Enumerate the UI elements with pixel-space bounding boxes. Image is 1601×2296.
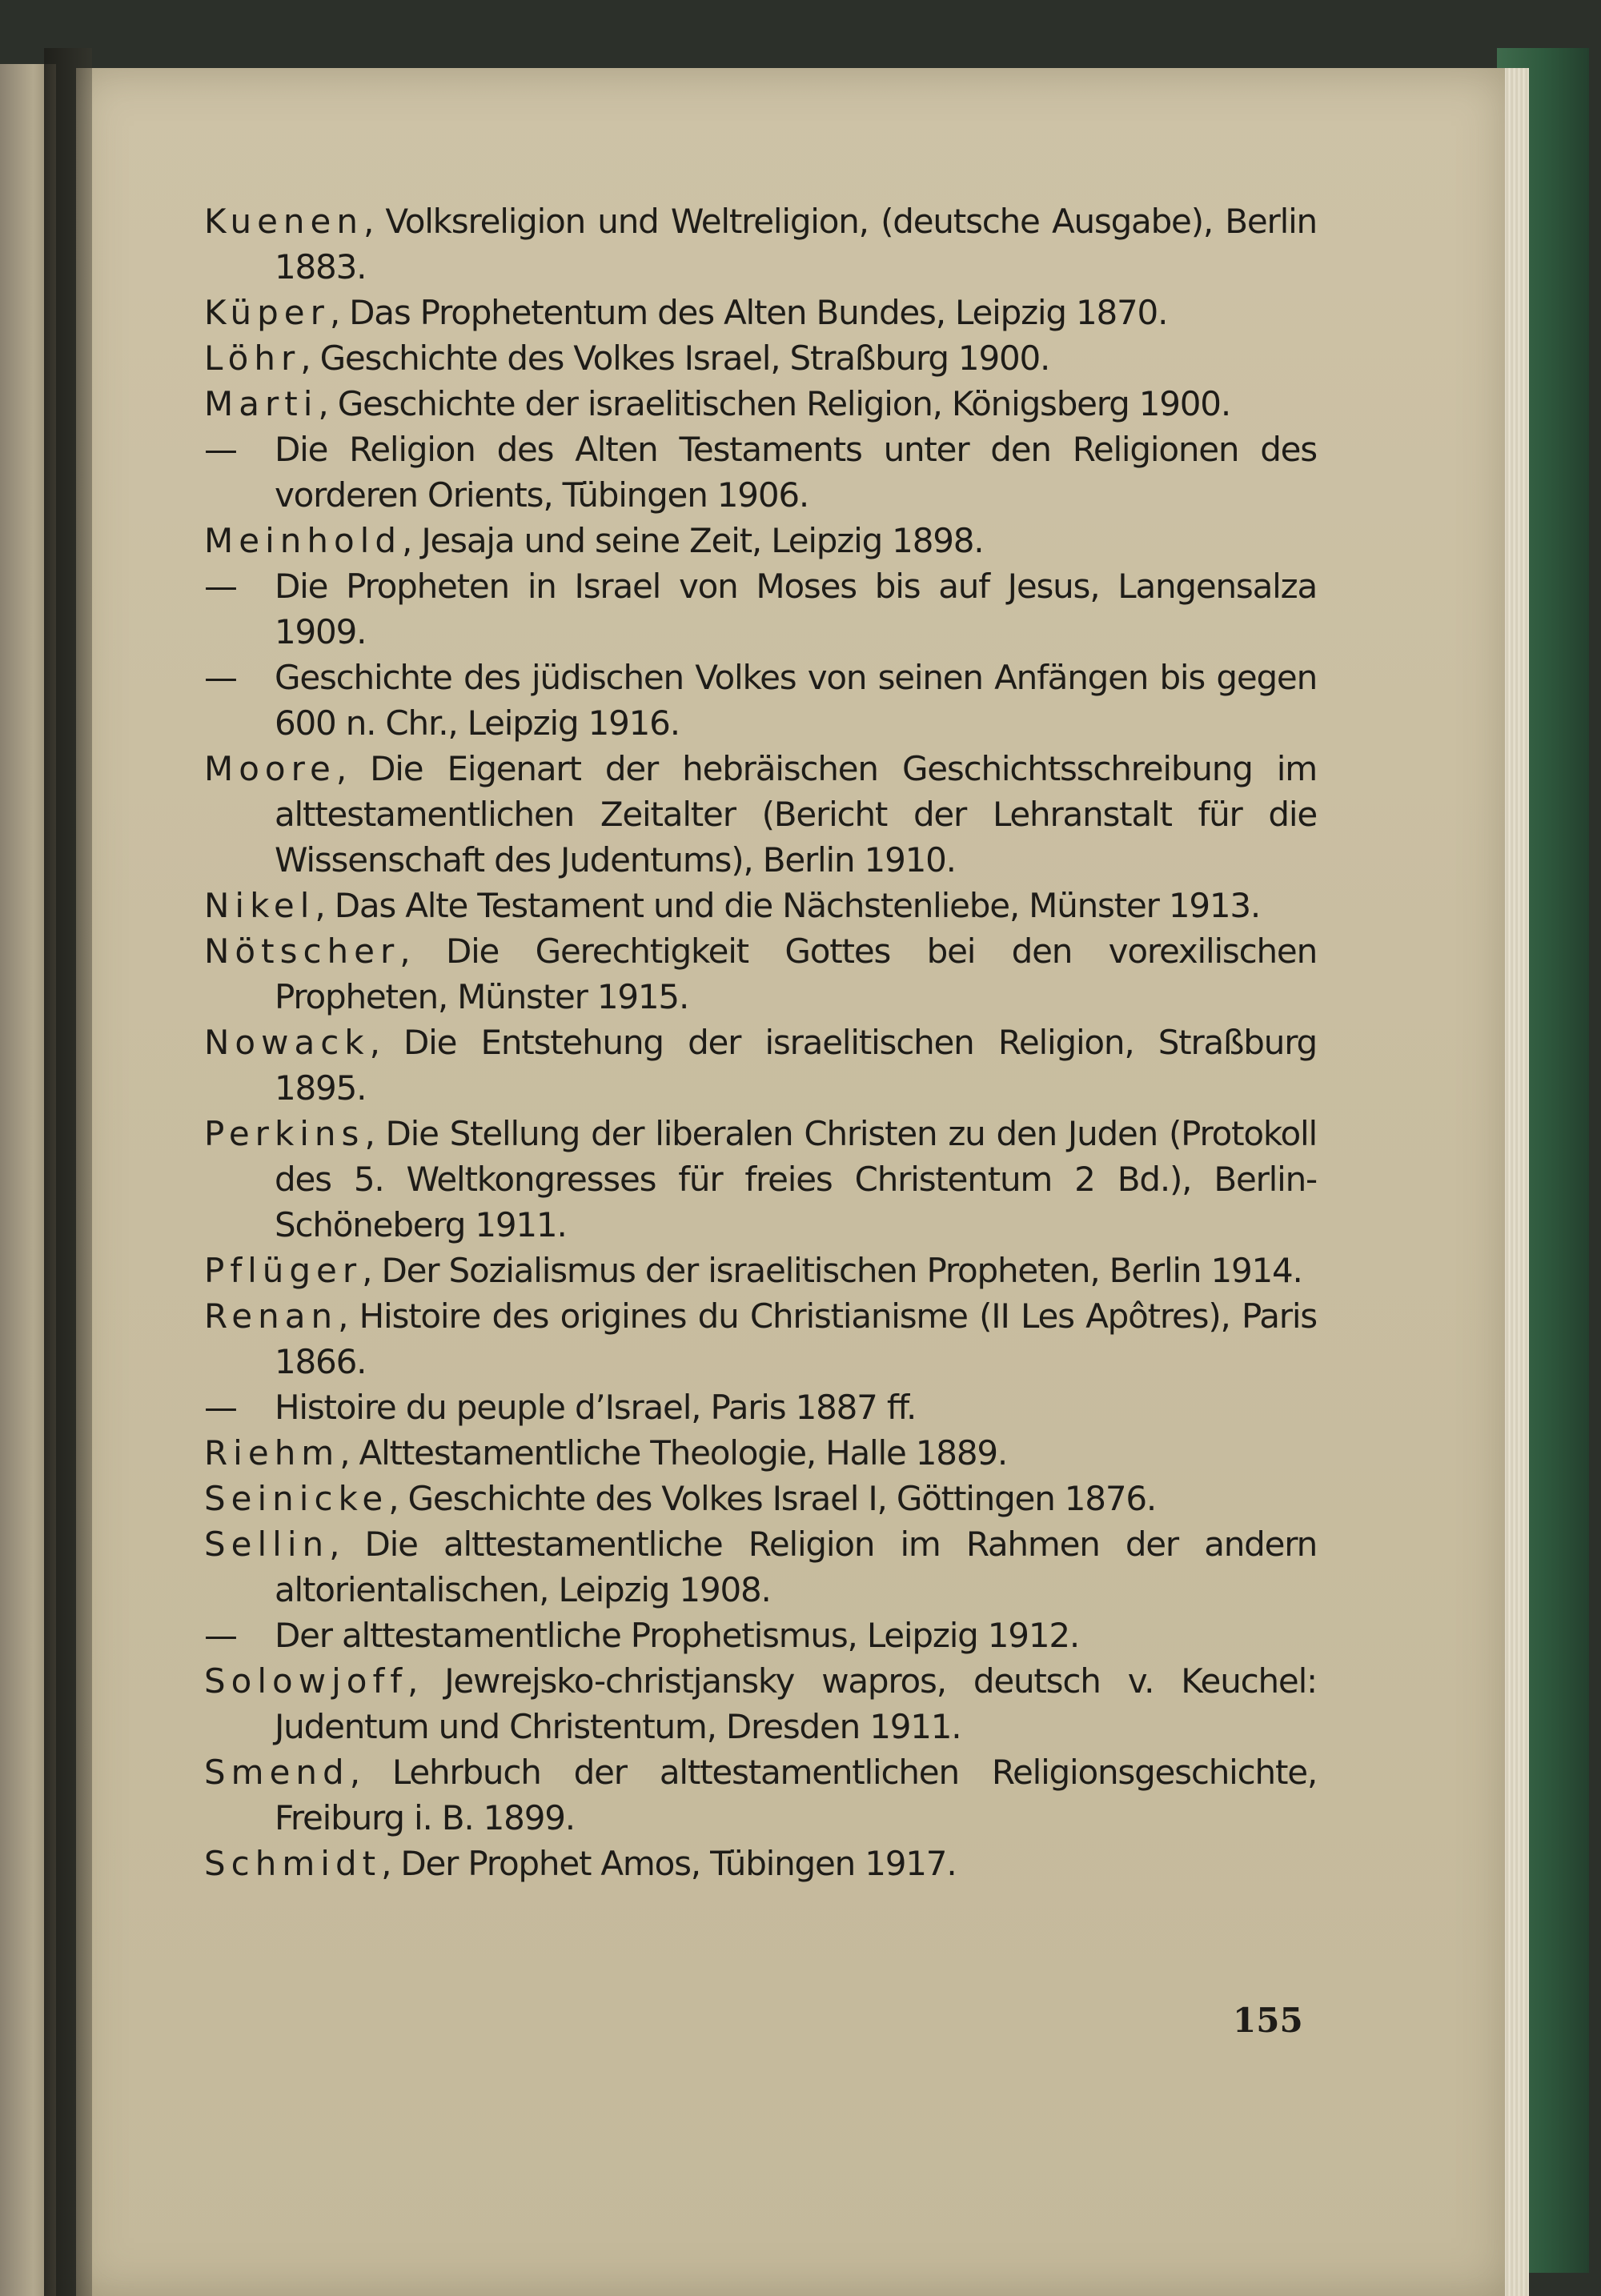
bibliography-entry — [204, 1293, 1317, 1384]
entry-separator: , — [402, 521, 422, 560]
entry-text: Die alttestamentliche Religion im Rahmen der andern altorientalischen, Leipzig 1908. — [275, 1525, 1317, 1609]
entry-separator: , — [363, 202, 386, 241]
entry-author: Kuenen — [204, 202, 363, 241]
bibliography-entry — [204, 746, 1317, 883]
ditto-dash: — — [204, 658, 237, 697]
entry-separator: , — [364, 1114, 386, 1153]
entry-text: Der alttestamentliche Prophetismus, Leipzig 1912. — [275, 1616, 1080, 1655]
entry-text: Histoire des origines du Christianisme (II Les Apôtres), Paris 1866. — [275, 1296, 1317, 1381]
entry-text: Das Alte Testament und die Nächstenliebe, Münster 1913. — [334, 886, 1261, 925]
entry-separator: , — [329, 1525, 365, 1564]
entry-text: Das Prophetentum des Alten Bundes, Leipzig 1870. — [349, 293, 1168, 332]
entry-text: Geschichte des Volkes Israel I, Göttingen 1876. — [407, 1479, 1157, 1518]
entry-separator: , — [407, 1661, 445, 1701]
entry-separator: , — [339, 1433, 359, 1473]
bibliography-entry — [204, 883, 1317, 928]
entry-author: Renan — [204, 1296, 339, 1336]
bibliography-entry — [204, 335, 1317, 381]
entry-author: Solowjoff — [204, 1661, 408, 1701]
entry-separator: , — [329, 293, 350, 332]
bibliography-entry — [204, 1020, 1317, 1111]
bibliography-entry — [204, 1841, 1317, 1886]
bibliography-entry — [204, 928, 1317, 1020]
entry-text: Alttestamentliche Theologie, Halle 1889. — [359, 1433, 1008, 1473]
entry-text: Die Entstehung der israelitischen Religion, Straßburg 1895. — [275, 1023, 1317, 1108]
entry-text: Geschichte des Volkes Israel, Straßburg 1900. — [319, 339, 1050, 378]
entry-text: Die Stellung der liberalen Christen zu den Juden (Protokoll des 5. Weltkongresses für freies Christentum 2 Bd.), Berlin-Schöneberg 1911. — [275, 1114, 1317, 1244]
entry-author: Riehm — [204, 1433, 340, 1473]
bibliography-entry — [204, 1248, 1317, 1293]
entry-author: Nötscher — [204, 932, 400, 971]
bibliography-entry — [204, 290, 1317, 335]
entry-separator: , — [388, 1479, 408, 1518]
entry-author: Nikel — [204, 886, 315, 925]
entry-text: Die Religion des Alten Testaments unter den Religionen des vorderen Orients, Tübingen 1906. — [275, 430, 1317, 515]
entry-text: Geschichte der israelitischen Religion, Königsberg 1900. — [337, 384, 1230, 423]
entry-author: Küper — [204, 293, 330, 332]
entry-text: Geschichte des jüdischen Volkes von seinen Anfängen bis gegen 600 n. Chr., Leipzig 1916. — [275, 658, 1317, 743]
bibliography-list — [204, 198, 1317, 1886]
entry-author: Pflüger — [204, 1251, 363, 1290]
entry-author: Seinicke — [204, 1479, 389, 1518]
bibliography-entry — [204, 1111, 1317, 1248]
bibliography-entry — [204, 198, 1317, 290]
entry-separator: , — [349, 1753, 392, 1792]
entry-separator: , — [315, 886, 335, 925]
bibliography-entry — [204, 1476, 1317, 1521]
entry-text: Die Gerechtigkeit Gottes bei den vorexilischen Propheten, Münster 1915. — [275, 932, 1317, 1016]
entry-separator: , — [399, 932, 446, 971]
ditto-dash: — — [204, 567, 237, 606]
bibliography-entry — [204, 1749, 1317, 1841]
entry-text: Jewrejsko-christjansky wapros, deutsch v. Keuchel: Judentum und Christentum, Dresden 1911. — [275, 1661, 1317, 1746]
bibliography-entry — [204, 518, 1317, 563]
bibliography-entry — [204, 1430, 1317, 1476]
entry-separator: , — [335, 749, 371, 788]
entry-author: Meinhold — [204, 521, 403, 560]
bibliography-entry — [204, 1521, 1317, 1613]
page-block-edge — [1505, 68, 1529, 2296]
bibliography-entry — [204, 1658, 1317, 1749]
bibliography-entry — [204, 381, 1317, 427]
entry-author: Perkins — [204, 1114, 365, 1153]
bibliography-entry-ditto — [204, 427, 1317, 518]
entry-author: Löhr — [204, 339, 301, 378]
entry-text: Die Propheten in Israel von Moses bis auf Jesus, Langensalza 1909. — [275, 567, 1317, 651]
ditto-dash: — — [204, 1616, 237, 1655]
entry-author: Smend — [204, 1753, 350, 1792]
entry-author: Marti — [204, 384, 319, 423]
entry-separator: , — [369, 1023, 404, 1062]
entry-text: Lehrbuch der alttestamentlichen Religionsgeschichte, Freiburg i. B. 1899. — [275, 1753, 1317, 1837]
gutter-shadow — [44, 48, 92, 2296]
entry-separator: , — [381, 1844, 401, 1883]
entry-author: Moore — [204, 749, 336, 788]
ditto-dash: — — [204, 430, 237, 469]
entry-author: Nowack — [204, 1023, 370, 1062]
entry-text: Volksreligion und Weltreligion, (deutsche Ausgabe), Berlin 1883. — [275, 202, 1317, 286]
entry-separator: , — [362, 1251, 382, 1290]
ditto-dash: — — [204, 1388, 237, 1427]
entry-text: Der Prophet Amos, Tübingen 1917. — [400, 1844, 957, 1883]
entry-separator: , — [338, 1296, 359, 1336]
entry-text: Jesaja und seine Zeit, Leipzig 1898. — [421, 521, 984, 560]
bibliography-entry-ditto — [204, 655, 1317, 746]
bibliography-entry-ditto — [204, 563, 1317, 655]
bibliography-entry-ditto — [204, 1613, 1317, 1658]
entry-author: Schmidt — [204, 1844, 382, 1883]
bibliography-entry-ditto — [204, 1384, 1317, 1430]
entry-author: Sellin — [204, 1525, 330, 1564]
page-number: 155 — [1233, 2001, 1303, 2040]
entry-text: Der Sozialismus der israelitischen Propheten, Berlin 1914. — [381, 1251, 1302, 1290]
entry-separator: , — [300, 339, 320, 378]
entry-text: Histoire du peuple d’Israel, Paris 1887 ff. — [275, 1388, 917, 1427]
entry-separator: , — [318, 384, 338, 423]
entry-text: Die Eigenart der hebräischen Geschichtsschreibung im alttestamentlichen Zeitalter (Bericht der Lehranstalt für die Wissenschaft des Judentums), Berlin 1910. — [275, 749, 1317, 880]
